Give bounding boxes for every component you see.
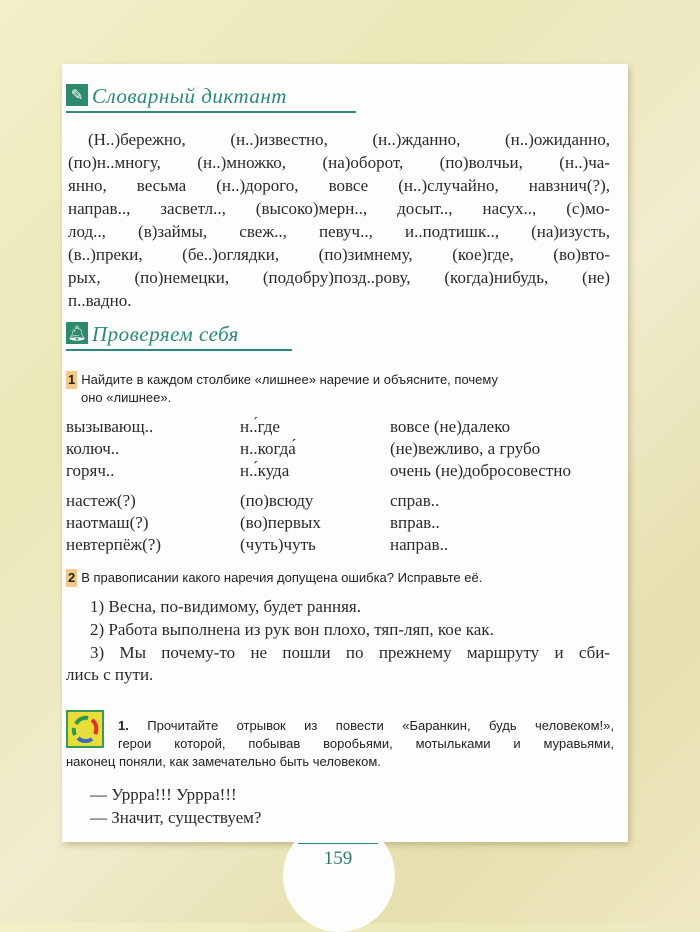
sentence: 2) Работа выполнена из рук вон плохо, тяп-ляп, кое как.: [90, 620, 494, 639]
dictation-line: (Н..)бережно, (н..)известно, (н..)жданно, (н..)ожиданно,: [88, 130, 610, 149]
dialogue-line: — Урррa!!! Урррa!!!: [90, 785, 237, 804]
word: настеж(?): [66, 491, 136, 510]
word: наотмаш(?): [66, 513, 149, 532]
reading-text: Прочитайте отрывок из повести «Баранкин, будь человеком!»,: [147, 718, 614, 733]
task-text: оно «лишнее».: [81, 390, 172, 405]
task-text: Найдите в каждом столбике «лишнее» наречие и объясните, почему: [81, 372, 498, 387]
page-number: 159: [323, 848, 353, 869]
word: (во)первых: [240, 513, 321, 532]
word: вовсе (не)далеко: [390, 417, 511, 436]
word: н..́куда: [240, 461, 290, 480]
dictation-line: направ.., засветл.., (высоко)мерн.., досыт.., насух.., (с)мо-: [68, 199, 610, 218]
dictation-line: янно, весьма (н..)дорого, вовсе (н..)случайно, навзнич(?),: [68, 176, 610, 195]
bell-icon: 🔔︎: [66, 322, 88, 344]
word: (по)всюду: [240, 491, 314, 510]
pen-icon: ✎: [66, 84, 88, 106]
dictation-line: п..вадно.: [68, 291, 132, 310]
task-number: 2: [68, 570, 76, 585]
reading-task: [66, 717, 614, 771]
page-number-badge: [283, 820, 395, 932]
dictation-heading: [66, 84, 356, 113]
word: колюч..: [66, 439, 120, 458]
sentence: лись с пути.: [66, 665, 154, 684]
word: невтерпёж(?): [66, 535, 161, 554]
page-number-rule: [298, 843, 378, 844]
task-text: В правописании какого наречия допущена ошибка? Исправьте её.: [81, 570, 483, 585]
word: (не)вежливо, а грубо: [390, 439, 541, 458]
dictation-title: Словарный диктант: [92, 84, 287, 108]
check-title: Проверяем себя: [92, 322, 239, 346]
dictation-line: (по)н..многу, (н..)множко, (на)оборот, (по)волчьи, (н..)ча-: [68, 153, 610, 172]
word: (чуть)чуть: [240, 535, 316, 554]
dictation-line: лод.., (в)займы, свеж.., певуч.., и..подтишк.., (на)изусть,: [68, 222, 610, 241]
word: справ..: [390, 491, 440, 510]
reading-number: 1.: [118, 718, 129, 733]
reading-text: герои которой, побывав воробьями, мотыльками и муравьями,: [118, 736, 614, 751]
word: н..́где: [240, 417, 280, 436]
word: горяч..: [66, 461, 115, 480]
task-number: 1: [68, 372, 76, 387]
word: очень (не)добросовестно: [390, 461, 571, 480]
dictation-line: (в..)преки, (бе..)оглядки, (по)зимнему, (кое)где, (во)вто-: [68, 245, 610, 264]
dictation-line: рых, (по)немецки, (подобру)позд..рову, (когда)нибудь, (не): [68, 268, 610, 287]
word: вправ..: [390, 513, 440, 532]
sentence: 1) Весна, по-видимому, будет ранняя.: [90, 597, 361, 616]
reading-text: наконец поняли, как замечательно быть человеком.: [66, 754, 381, 769]
word: н..когда́: [240, 439, 296, 458]
word: вызывающ..: [66, 417, 154, 436]
task-1: [66, 371, 614, 407]
sentence: 3) Мы почему-то не пошли по прежнему маршруту и сби-: [90, 643, 610, 662]
task-2: [66, 569, 614, 587]
word: направ..: [390, 535, 449, 554]
check-heading: [66, 322, 292, 351]
dialogue-line: — Значит, существуем?: [90, 808, 262, 827]
